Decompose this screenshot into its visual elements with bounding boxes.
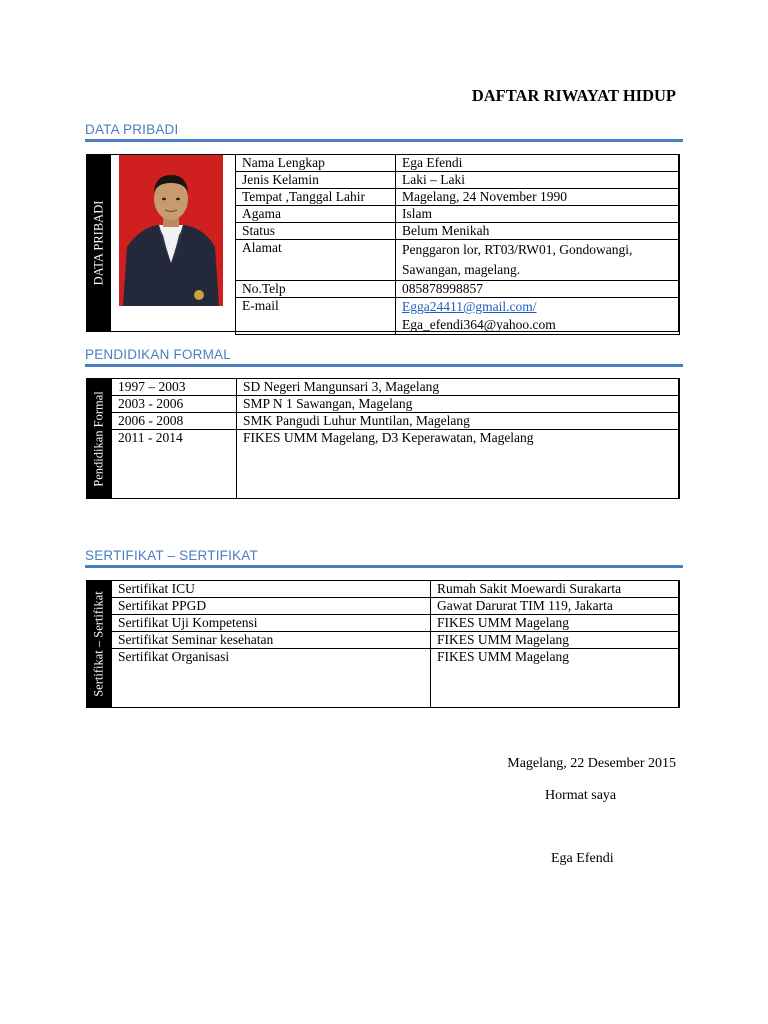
- row-value: Laki – Laki: [396, 172, 680, 189]
- personal-side-label: DATA PRIBADI: [91, 200, 106, 286]
- table-row: [236, 155, 680, 172]
- education-table: [111, 378, 680, 499]
- table-row: [236, 223, 680, 240]
- personal-data-table: [235, 154, 680, 335]
- certificate-name: Sertifikat ICU: [112, 581, 431, 598]
- section-rule-personal: [85, 139, 683, 142]
- row-value: [396, 240, 680, 281]
- table-row: [112, 598, 680, 615]
- table-row: [112, 632, 680, 649]
- certificate-issuer: Gawat Darurat TIM 119, Jakarta: [431, 598, 680, 615]
- signatory-name: Ega Efendi: [551, 851, 614, 866]
- section-heading-certificates: SERTIFIKAT – SERTIFIKAT: [85, 548, 258, 563]
- row-value: Magelang, 24 November 1990: [396, 189, 680, 206]
- table-row: [236, 206, 680, 223]
- personal-side-bar: [87, 155, 111, 331]
- certificate-issuer: FIKES UMM Magelang: [431, 632, 680, 649]
- table-row: [112, 379, 680, 396]
- school-cell: FIKES UMM Magelang, D3 Keperawatan, Magelang: [237, 430, 680, 499]
- certificate-name: Sertifikat Organisasi: [112, 649, 431, 708]
- education-side-label: Pendidikan Formal: [91, 390, 106, 487]
- certificates-side-label: Sertifikat – Sertifikat: [91, 591, 106, 697]
- row-label: Tempat ,Tanggal Lahir: [236, 189, 396, 206]
- person-silhouette-icon: [119, 155, 223, 306]
- portrait-photo: [119, 155, 223, 306]
- table-row: [112, 649, 680, 708]
- table-row: [112, 430, 680, 499]
- table-row: [236, 281, 680, 298]
- section-rule-certificates: [85, 565, 683, 568]
- school-cell: SD Negeri Mangunsari 3, Magelang: [237, 379, 680, 396]
- section-heading-personal: DATA PRIBADI: [85, 122, 179, 137]
- year-cell: 1997 – 2003: [112, 379, 237, 396]
- school-cell: SMK Pangudi Luhur Muntilan, Magelang: [237, 413, 680, 430]
- certificate-issuer: Rumah Sakit Moewardi Surakarta: [431, 581, 680, 598]
- education-box: [86, 378, 679, 499]
- place-date: Magelang, 22 Desember 2015: [507, 756, 676, 771]
- address-line-2: Sawangan, magelang.: [402, 262, 521, 277]
- closing-greeting: Hormat saya: [545, 788, 617, 803]
- school-cell: SMP N 1 Sawangan, Magelang: [237, 396, 680, 413]
- year-cell: 2003 - 2006: [112, 396, 237, 413]
- email-link-gmail[interactable]: Egga24411@gmail.com/: [402, 299, 537, 314]
- row-value: [396, 298, 680, 335]
- table-row: [112, 396, 680, 413]
- row-label: Alamat: [236, 240, 396, 281]
- year-cell: 2011 - 2014: [112, 430, 237, 499]
- certificate-name: Sertifikat PPGD: [112, 598, 431, 615]
- row-label: Nama Lengkap: [236, 155, 396, 172]
- section-rule-education: [85, 364, 683, 367]
- certificates-side-bar: [87, 581, 111, 707]
- table-row: [112, 581, 680, 598]
- certificate-issuer: FIKES UMM Magelang: [431, 615, 680, 632]
- row-label: Status: [236, 223, 396, 240]
- certificates-table: [111, 580, 680, 708]
- education-side-bar: [87, 379, 111, 498]
- email-yahoo: Ega_efendi364@yahoo.com: [402, 317, 556, 332]
- personal-data-box: [86, 154, 679, 332]
- certificate-name: Sertifikat Uji Kompetensi: [112, 615, 431, 632]
- row-value: 085878998857: [396, 281, 680, 298]
- year-cell: 2006 - 2008: [112, 413, 237, 430]
- table-row: [236, 189, 680, 206]
- certificate-name: Sertifikat Seminar kesehatan: [112, 632, 431, 649]
- row-label: Agama: [236, 206, 396, 223]
- section-heading-education: PENDIDIKAN FORMAL: [85, 347, 231, 362]
- table-row: [236, 298, 680, 335]
- document-title: DAFTAR RIWAYAT HIDUP: [471, 86, 676, 105]
- certificate-issuer: FIKES UMM Magelang: [431, 649, 680, 708]
- row-value: Ega Efendi: [396, 155, 680, 172]
- row-value: Belum Menikah: [396, 223, 680, 240]
- row-label: E-mail: [236, 298, 396, 335]
- address-line-1: Penggaron lor, RT03/RW01, Gondowangi,: [402, 242, 633, 257]
- table-row: [112, 413, 680, 430]
- row-label: No.Telp: [236, 281, 396, 298]
- row-value: Islam: [396, 206, 680, 223]
- row-label: Jenis Kelamin: [236, 172, 396, 189]
- table-row: [236, 240, 680, 281]
- table-row: [112, 615, 680, 632]
- certificates-box: [86, 580, 679, 708]
- table-row: [236, 172, 680, 189]
